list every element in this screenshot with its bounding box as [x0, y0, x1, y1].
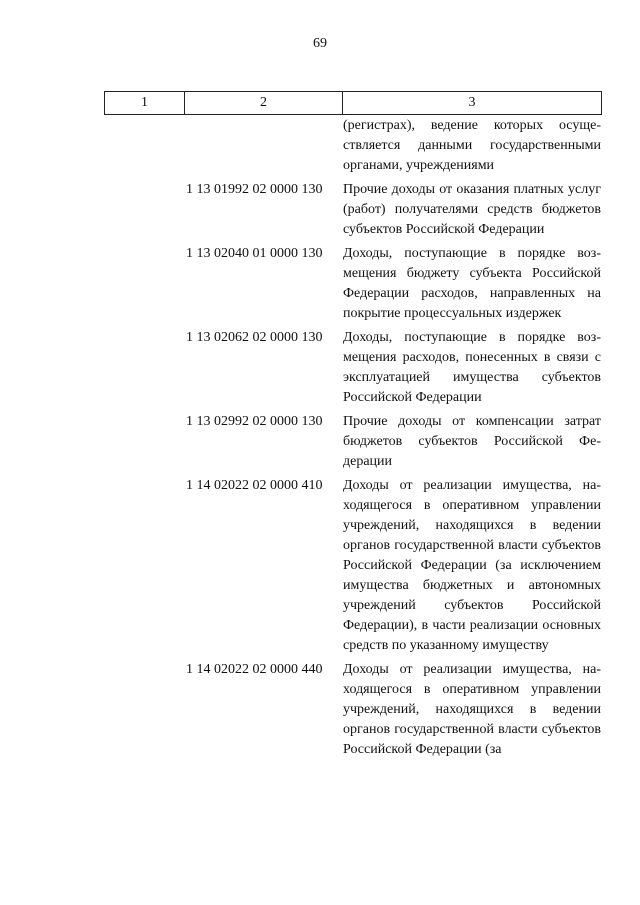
column-header-2: 2 — [185, 92, 343, 114]
table-row — [0, 328, 640, 408]
revenue-description: Доходы от реализации имущества, находящегося в оперативном управлении учреждений, находящихся в ведении органов государственной власти субъектов Российской Федерации (за — [343, 662, 601, 757]
table-row — [0, 244, 640, 324]
table-header — [104, 91, 602, 115]
table-row — [0, 180, 640, 240]
column-header-3: 3 — [468, 95, 476, 110]
column-header-1: 1 — [105, 92, 185, 114]
revenue-description: Прочие доходы от оказания платных услуг (работ) получателями средств бюджетов субъектов Российской Федерации — [343, 182, 601, 237]
table-body — [0, 116, 640, 760]
revenue-description: Доходы, поступающие в порядке возмещения расходов, понесенных в связи с эксплуатацией имущества субъектов Российской Федерации — [343, 330, 601, 405]
table-row — [0, 116, 640, 176]
revenue-description: Доходы от реализации имущества, находящегося в оперативном управлении учреждений, находящихся в ведении органов государственной власти субъектов Российской Федерации (за исключением имущества бюджетных и автономных учреждений субъектов Российской Федерации), в части реализации основных средств по указанному имуществу — [343, 478, 601, 653]
revenue-code: 1 13 02992 02 0000 130 — [186, 414, 323, 429]
table-row — [0, 660, 640, 760]
revenue-code: 1 13 01992 02 0000 130 — [186, 182, 323, 197]
table-row — [0, 412, 640, 472]
revenue-code: 1 13 02062 02 0000 130 — [186, 330, 323, 345]
revenue-description: Доходы, поступающие в порядке возмещения бюджету субъекта Российской Федерации расходов, направленных на покрытие процессуальных издержек — [343, 246, 601, 321]
table-row — [0, 476, 640, 656]
revenue-description: (регистрах), ведение которых осуществляется данными государственными органами, учреждениями — [343, 118, 601, 173]
revenue-code: 1 13 02040 01 0000 130 — [186, 246, 323, 261]
page-number: 69 — [313, 36, 327, 51]
revenue-code: 1 14 02022 02 0000 410 — [186, 478, 323, 493]
revenue-description: Прочие доходы от компенсации затрат бюджетов субъектов Российской Федерации — [343, 414, 601, 469]
revenue-code: 1 14 02022 02 0000 440 — [186, 662, 323, 677]
